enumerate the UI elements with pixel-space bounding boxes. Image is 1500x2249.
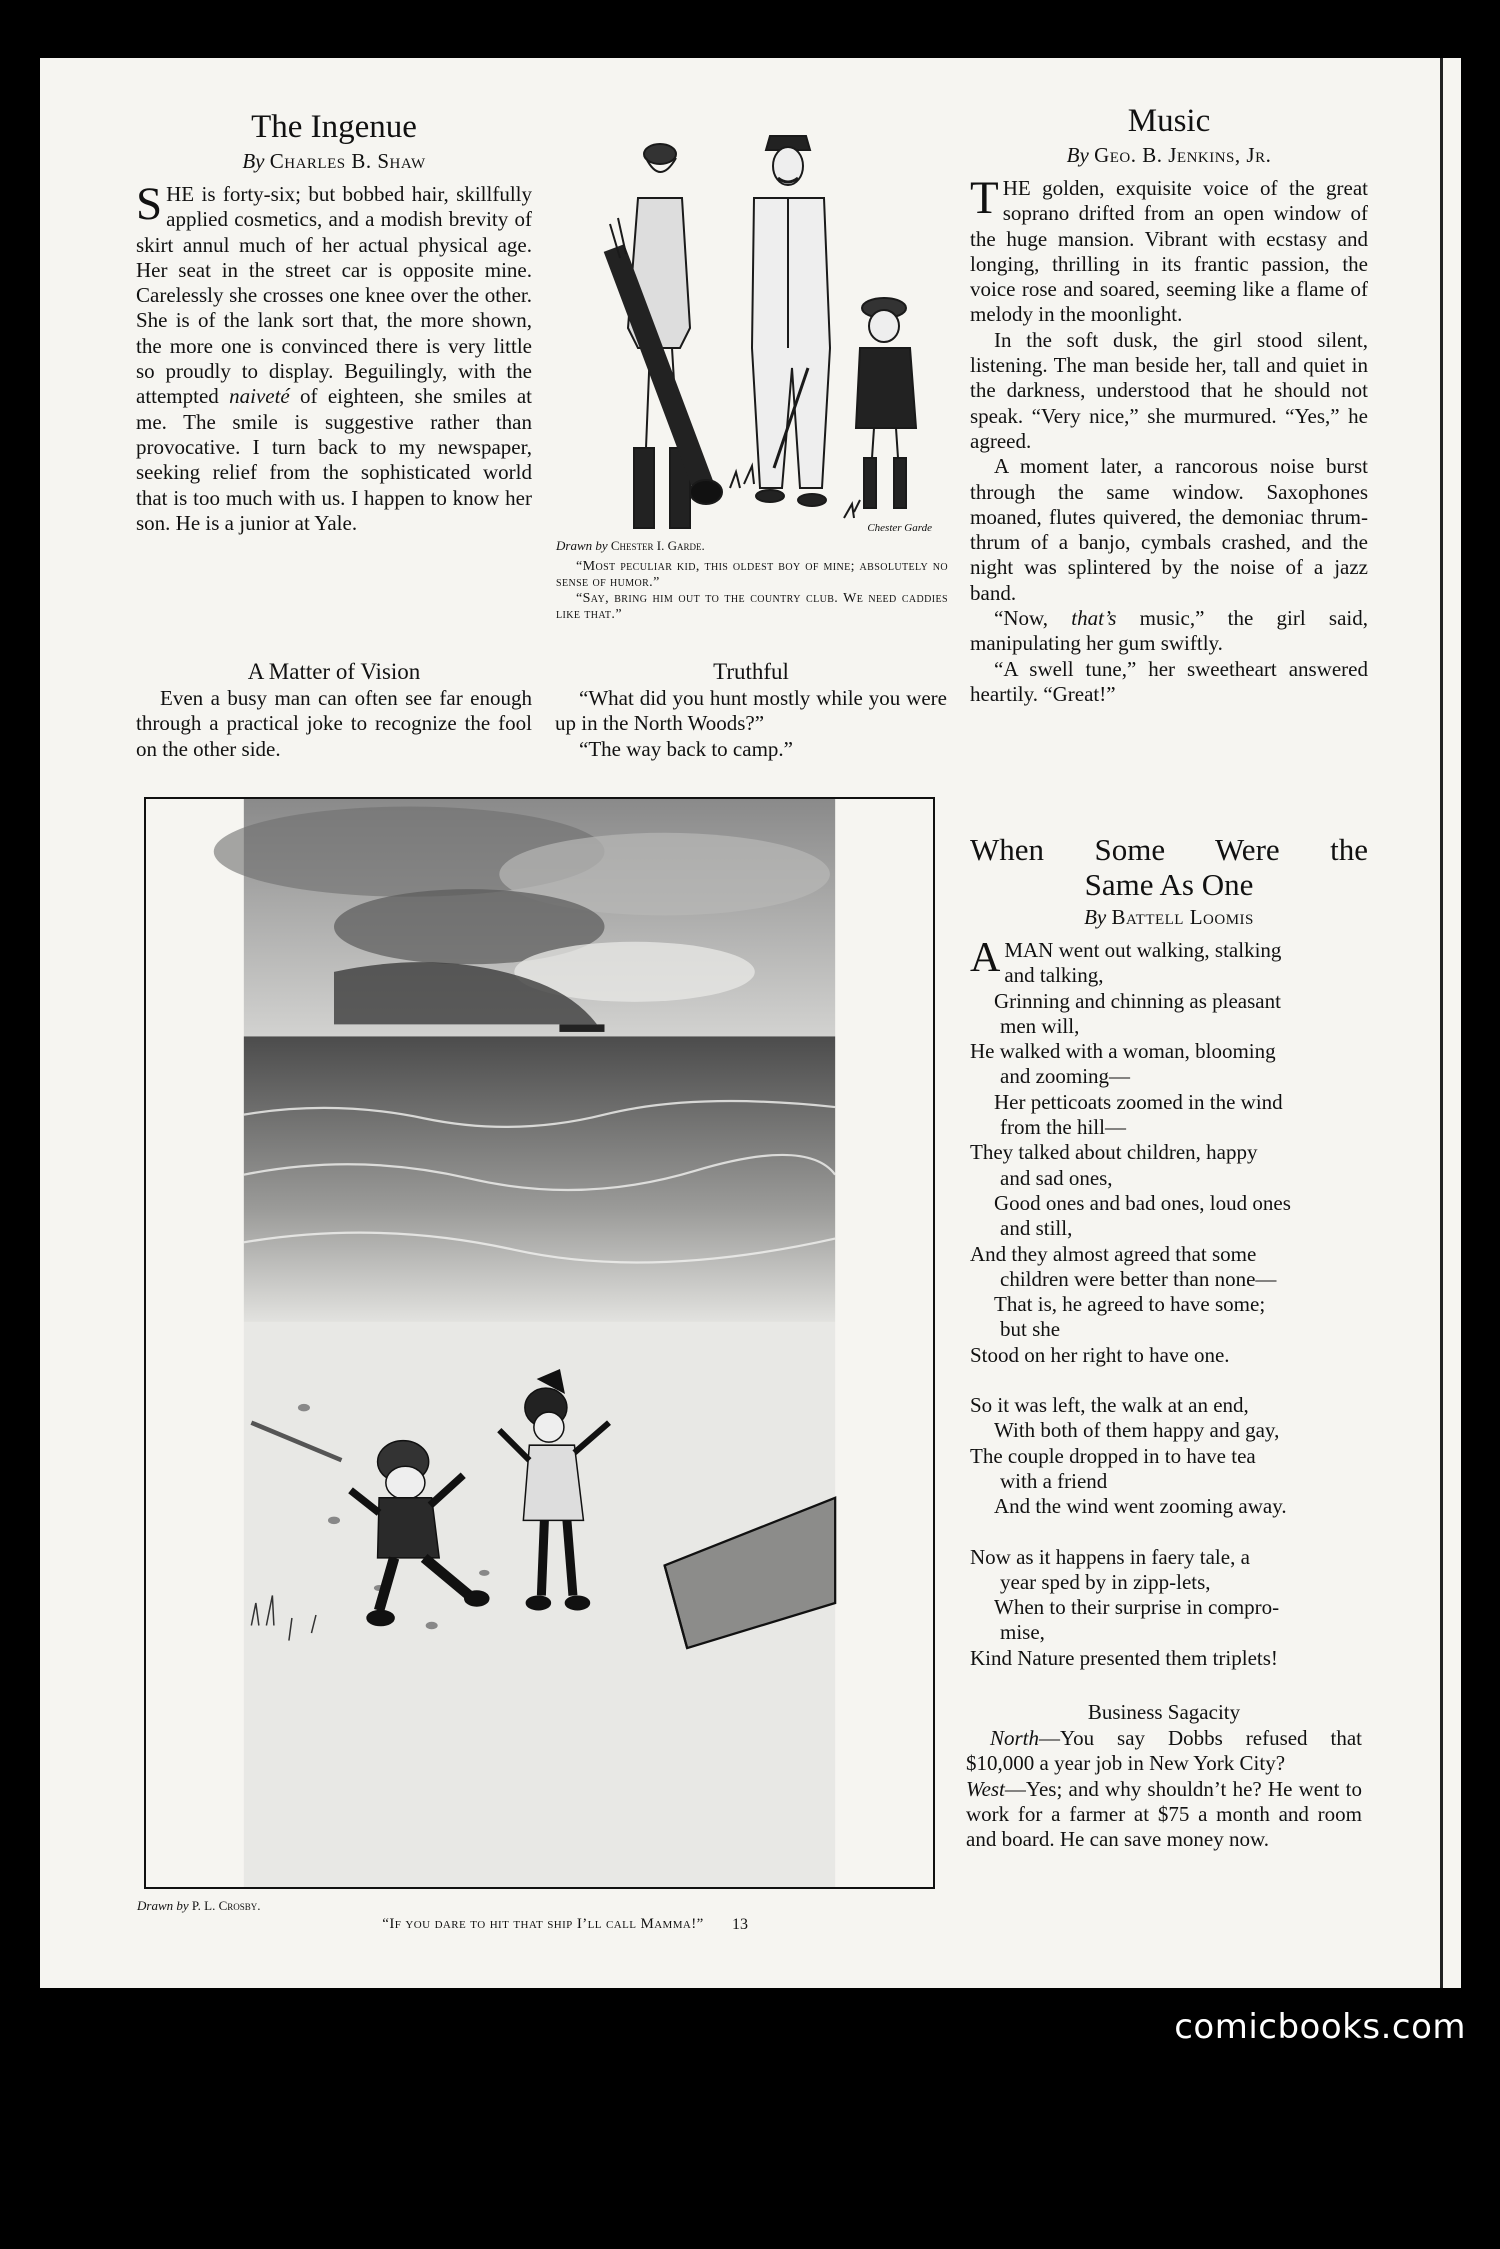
poem-stanza-1: AMAN went out walking, stalking and talking, Grinning and chinning as pleasant men will, He walked with a woman, blooming and zooming— Her petticoats zoomed in the wind from the hill— They talked about children, happy and sad ones, Good ones and bad ones, loud ones and still, And they almost agreed that some children were better than none— That is, he agreed to have some; but she Stood on her right to have one. — [970, 935, 1291, 1367]
beach-cartoon-illustration — [146, 799, 933, 1887]
golf-cartoon — [554, 128, 946, 536]
ingenue-article — [136, 108, 532, 536]
truthful-line-1: “What did you hunt mostly while you were up in the North Woods?” — [555, 686, 947, 736]
vision-title: A Matter of Vision — [247, 659, 421, 684]
watermark: comicbooks.com — [1174, 2007, 1466, 2047]
poem-title-line-2: Same As One — [1084, 867, 1254, 902]
ingenue-title: The Ingenue — [251, 109, 417, 145]
music-byline: By Geo. B. Jenkins, Jr. — [1066, 143, 1272, 167]
golf-cartoon-signature: Chester Garde — [867, 522, 932, 534]
golf-cartoon-illustration — [554, 128, 946, 536]
ingenue-body: SHE is forty-six; but bobbed hair, skillfully applied cosmetics, and a modish brevity of skirt annul much of her actual physical age. Her seat in the street car is opposite mine. Carelessly she crosses one knee over the other. She is of the lank sort that, the more shown, the more one is convinced there is very little so proudly to display. Beguilingly, with the attempted naiveté of eighteen, she smiles at me. The smile is suggestive rather than provocative. I turn back to my newspaper, seeking relief from the sophisticated world that is too much with us. I happen to know her son. He is a junior at Yale. — [136, 178, 532, 535]
beach-cartoon-frame — [144, 797, 935, 1889]
poem-article — [970, 832, 1368, 1671]
sagacity-article — [966, 1698, 1362, 1852]
music-title: Music — [1127, 103, 1211, 139]
poem-drop-cap: A — [970, 935, 1001, 981]
sagacity-north: North—You say Dobbs refused that $10,000 a year job in New York City? — [966, 1726, 1362, 1776]
golf-caption-2: “Say, bring him out to the country club. We need caddies like that.” — [556, 591, 948, 622]
music-paragraph-3: A moment later, a rancorous noise burst through the same window. Saxophones moaned, flutes quivered, the demoniac thrum-thrum of a banjo, cymbals crashed, and the night was splintered by the noise of a jazz band. — [970, 454, 1368, 605]
music-drop-cap: T — [970, 172, 999, 224]
music-paragraph-5: “A swell tune,” her sweetheart answered heartily. “Great!” — [970, 656, 1368, 706]
sagacity-west: West—Yes; and why shouldn’t he? He went to work for a farmer at $75 a month and room and board. He can save money now. — [966, 1776, 1362, 1852]
ingenue-byline: By Charles B. Shaw — [242, 149, 426, 173]
golf-caption-block — [556, 538, 948, 623]
poem-author: Battell Loomis — [1111, 905, 1254, 929]
poem-stanza-2: So it was left, the walk at an end, With both of them happy and gay, The couple dropped in to have tea with a friend And the wind went zooming away. — [970, 1393, 1287, 1519]
page-edge — [1440, 58, 1461, 1988]
poem-title-line-1: When Some Were the — [970, 832, 1368, 867]
truthful-title: Truthful — [713, 659, 789, 684]
beach-caption: “If you dare to hit that ship I’ll call Mamma!” — [382, 1916, 704, 1932]
music-author: Geo. B. Jenkins, Jr. — [1094, 143, 1272, 167]
music-paragraph-2: In the soft dusk, the girl stood silent, listening. The man beside her, tall and quiet in the darkness, understood that he should not speak. “Very nice,” she murmured. “Yes,” he agreed. — [970, 327, 1368, 453]
beach-credit: Drawn by P. L. Crosby. — [137, 1898, 261, 1913]
poem-byline: By Battell Loomis — [1084, 905, 1254, 929]
truthful-line-2: “The way back to camp.” — [579, 736, 793, 761]
ingenue-drop-cap: S — [136, 178, 163, 230]
music-article — [970, 102, 1368, 707]
vision-body: Even a busy man can often see far enough through a practical joke to recognize the fool on the other side. — [136, 686, 532, 761]
truthful-article — [555, 658, 947, 762]
vision-article — [136, 658, 532, 762]
beach-credit-wrap — [137, 1898, 949, 1932]
music-paragraph-1: THE golden, exquisite voice of the great soprano drifted from an open window of the huge mansion. Vibrant with ecstasy and longing, thrilling in its frantic passion, the voice rose and soared, seeming like a flame of melody in the moonlight. — [970, 172, 1368, 327]
ingenue-author: Charles B. Shaw — [269, 149, 426, 173]
page-number: 13 — [732, 1916, 748, 1933]
sagacity-title: Business Sagacity — [1087, 1700, 1241, 1724]
golf-credit: Drawn by Chester I. Garde. — [556, 538, 705, 553]
music-paragraph-4: “Now, that’s music,” the girl said, manipulating her gum swiftly. — [970, 606, 1368, 656]
poem-stanza-3: Now as it happens in faery tale, a year sped by in zipp-lets, When to their surprise in compro- mise, Kind Nature presented them triplets! — [970, 1544, 1280, 1670]
golf-caption-1: “Most peculiar kid, this oldest boy of mine; absolutely no sense of humor.” — [556, 559, 948, 590]
